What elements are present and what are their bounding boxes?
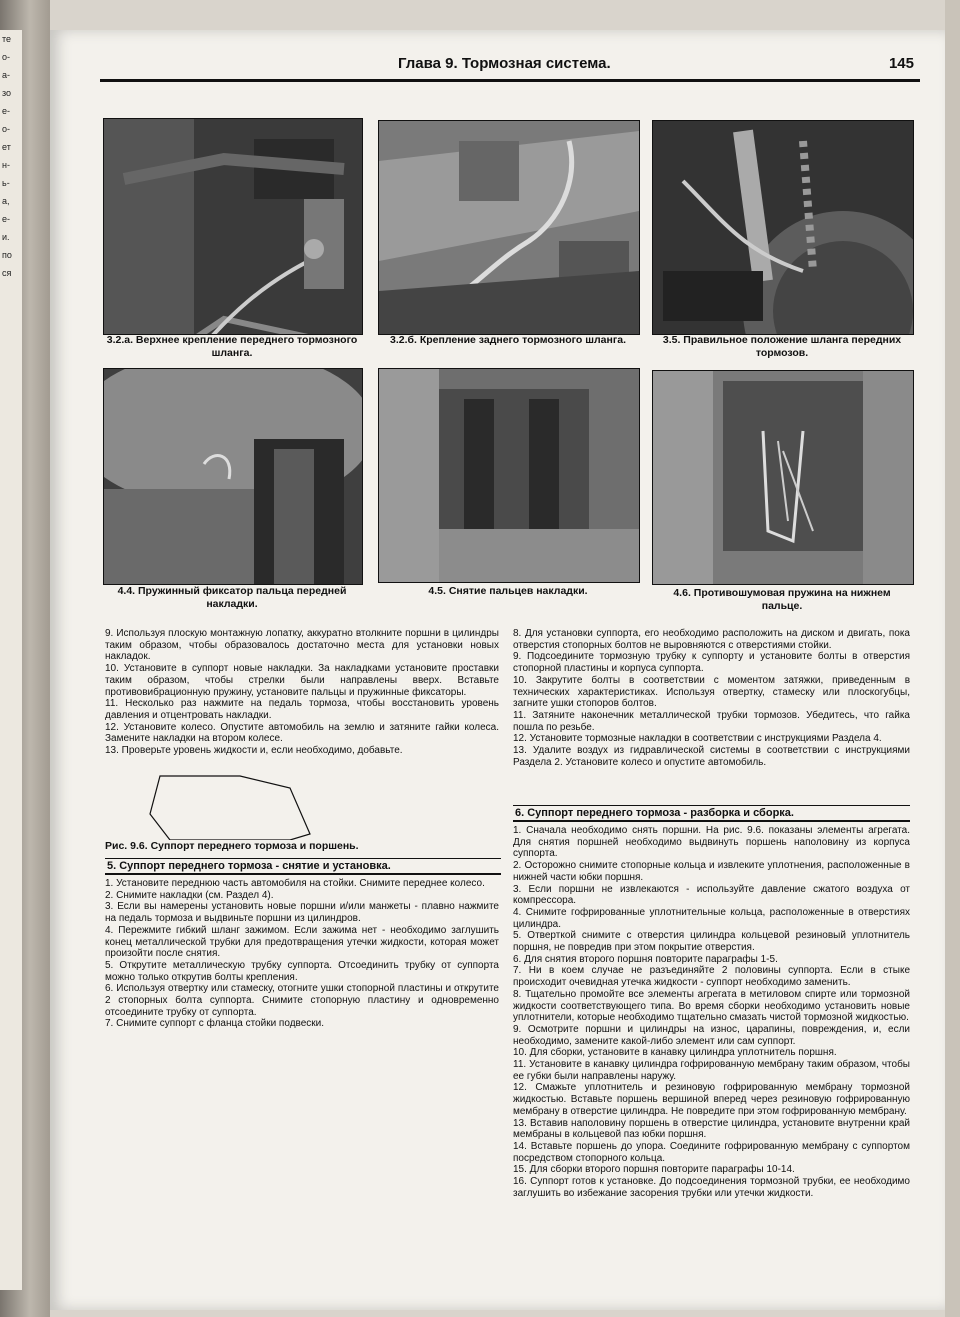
paragraph: 7. Снимите суппорт с фланца стойки подвески. bbox=[105, 1018, 325, 1030]
paragraph: 9. Подсоедините тормозную трубку к суппорту и установите болты в отверстия стопорной пластины и корпуса суппорта. bbox=[513, 651, 910, 675]
paragraph: 2. Снимите накладки (см. Раздел 4). bbox=[105, 889, 274, 901]
left-page-fragment: ся bbox=[2, 268, 12, 278]
paragraph: 8. Тщательно промойте все элементы агрегата в метиловом спирте или тормозной жидкости соответствующего типа. Во время сборки необходимо установить новые уплотнители, которые необходимо тщательно смазать чистой тормозной жидкостью. bbox=[513, 988, 910, 1024]
paragraph: 4. Снимите гофрированные уплотнительные кольца, расположенные в отверстиях цилиндра. bbox=[513, 906, 910, 930]
photo-3-2-b bbox=[378, 120, 640, 335]
caption-4-5: 4.5. Снятие пальцев накладки. bbox=[428, 585, 588, 597]
left-page-fragment: е- bbox=[2, 106, 11, 116]
caption-3-2-a: 3.2.а. Верхнее крепление переднего тормозного шланга. bbox=[106, 334, 358, 359]
page-header bbox=[100, 55, 920, 82]
paragraph: 14. Вставьте поршень до упора. Соедините гофрированную мембрану с суппортом посредством стопорного кольца. bbox=[513, 1140, 910, 1164]
photo-4-4 bbox=[103, 368, 363, 585]
caption-3-5: 3.5. Правильное положение шланга передних тормозов. bbox=[662, 334, 902, 359]
paragraph: 13. Проверьте уровень жидкости и, если необходимо, добавьте. bbox=[105, 745, 403, 757]
left-page-edge bbox=[0, 30, 22, 1290]
paragraph: 12. Установите колесо. Опустите автомобиль на землю и затяните гайки колеса. Замените накладки на втором колесе. bbox=[105, 721, 499, 745]
paragraph: 8. Для установки суппорта, его необходимо расположить на диском и двигать, пока отверстия стопорных болтов не выровняются с отверстиями стойки. bbox=[513, 628, 910, 651]
paragraph: 11. Несколько раз нажмите на педаль тормоза, чтобы восстановить уровень давления и отцентровать накладки. bbox=[105, 698, 499, 721]
paragraph: 5. Открутите металлическую трубку суппорта. Отсоединить трубку от суппорта можно только открутив болты крепления. bbox=[105, 959, 499, 983]
paragraph: 10. Установите в суппорт новые накладки. За накладками установите проставки таким образом, чтобы стрелки были направлены вверх. Вставьте противовибрационную пружину, установите пальцы и пружинные фиксаторы. bbox=[105, 663, 499, 698]
photo-4-6 bbox=[652, 370, 914, 585]
section-5-paragraphs bbox=[105, 878, 499, 1030]
left-page-fragment: зо bbox=[2, 88, 12, 98]
paragraph: 2. Осторожно снимите стопорные кольца и извлеките уплотнения, расположенные в нижней части юбки поршня. bbox=[513, 860, 910, 883]
paragraph: 11. Установите в канавку цилиндра гофрированную мембрану таким образом, чтобы ее губки были направлены наружу. bbox=[513, 1059, 910, 1082]
figure-caption: Рис. 9.6. Суппорт переднего тормоза и поршень. bbox=[105, 840, 359, 852]
photo-3-5 bbox=[652, 120, 914, 335]
paragraph: 10. Закрутите болты в соответствии с моментом затяжки, приведенным в технических характеристиках. Используя отвертку, стамеску или плоскогубцы, загните ушки стопоров болтов. bbox=[513, 674, 910, 710]
paragraph: 15. Для сборки второго поршня повторите параграфы 10-14. bbox=[513, 1164, 795, 1176]
figure-9-6-complete bbox=[128, 776, 500, 838]
section-6-paragraphs bbox=[513, 825, 910, 1200]
paragraph: 13. Вставив наполовину поршень в отверстие цилиндра, установите внутренни край мембраны в кольцевой паз юбки поршня. bbox=[513, 1117, 910, 1141]
paragraph: 3. Если поршни не извлекаются - используйте давление сжатого воздуха от компрессора. bbox=[513, 883, 910, 907]
left-page-fragment: н- bbox=[2, 160, 10, 170]
right-page-edge bbox=[945, 0, 960, 1317]
paragraph: 7. Ни в коем случае не разъединяйте 2 половины суппорта. Если в стыке происходит очевидная утечка жидкости - суппорт необходимо заменить. bbox=[513, 965, 910, 989]
page-number: 145 bbox=[888, 55, 914, 72]
paragraph: 10. Для сборки, установите в канавку цилиндра уплотнитель поршня. bbox=[513, 1047, 837, 1059]
chapter-title: Глава 9. Тормозная система. bbox=[398, 55, 611, 72]
left-page-fragment: и. bbox=[2, 232, 10, 242]
section-5-title: 5. Суппорт переднего тормоза - снятие и установка. bbox=[105, 858, 501, 875]
left-page-fragment: а, bbox=[2, 196, 10, 206]
right-column-paragraphs bbox=[513, 628, 910, 768]
left-page-fragment: по bbox=[2, 250, 12, 260]
left-page-fragment: е- bbox=[2, 214, 11, 224]
paragraph: 1. Установите переднюю часть автомобиля на стойки. Снимите переднее колесо. bbox=[105, 878, 485, 889]
paragraph: 12. Установите тормозные накладки в соответствии с инструкциями Раздела 4. bbox=[513, 733, 882, 745]
paragraph: 6. Для снятия второго поршня повторите параграфы 1-5. bbox=[513, 953, 778, 965]
left-page-fragment: ет bbox=[2, 142, 11, 152]
paragraph: 4. Пережмите гибкий шланг зажимом. Если зажима нет - необходимо заглушить конец металлической трубки для предотвращения утечки жидкости, которая может произойти после снятия. bbox=[105, 924, 499, 960]
section-6-title: 6. Суппорт переднего тормоза - разборка и сборка. bbox=[513, 805, 910, 822]
photo-3-2-a bbox=[103, 118, 363, 335]
caption-3-2-b: 3.2.б. Крепление заднего тормозного шланга. bbox=[390, 334, 626, 346]
photo-4-5 bbox=[378, 368, 640, 583]
paragraph: 9. Осмотрите поршни и цилиндры на износ, царапины, повреждения, и, если необходимо, замените какой-либо элемент или сам суппорт. bbox=[513, 1023, 910, 1047]
paragraph: 1. Сначала необходимо снять поршни. На рис. 9.6. показаны элементы агрегата. Для снятия поршней необходимо выдвинуть поршень наполовину из корпуса суппорта. bbox=[513, 825, 910, 860]
left-page-fragment: о- bbox=[2, 52, 11, 62]
left-page-fragment: а- bbox=[2, 70, 11, 80]
paragraph: 16. Суппорт готов к установке. До подсоединения тормозной трубки, ее необходимо заглушить во избежание засорения трубки или утечки жидкости. bbox=[513, 1176, 910, 1199]
paragraph: 13. Удалите воздух из гидравлической системы в соответствии с инструкциями Раздела 2. Установите колесо и опустите автомобиль. bbox=[513, 745, 910, 768]
paragraph: 3. Если вы намерены установить новые поршни и/или манжеты - плавно нажмите на педаль тормоза и выдвиньте поршни из цилиндров. bbox=[105, 901, 499, 925]
paragraph: 5. Отверткой снимите с отверстия цилиндра кольцевой резиновый уплотнитель поршня, не повредив при этом покрытие отверстия. bbox=[513, 930, 910, 954]
paragraph: 9. Используя плоскую монтажную лопатку, аккуратно втолкните поршни в цилиндры таким образом, чтобы образовалось достаточно места для установки новых накладок. bbox=[105, 628, 499, 663]
paragraph: 12. Смажьте уплотнитель и резиновую гофрированную мембрану тормозной жидкостью. Вставьте поршень вершиной вперед через резиновую гофрированную мембрану в отверстие цилиндра. Не повредите при этом гофрированную мембрану. bbox=[513, 1082, 910, 1117]
left-page-fragment: те bbox=[2, 34, 12, 44]
caption-4-6: 4.6. Противошумовая пружина на нижнем пальце. bbox=[673, 587, 891, 612]
caption-4-4: 4.4. Пружинный фиксатор пальца передней накладки. bbox=[117, 585, 347, 610]
paragraph: 11. Затяните наконечник металлической трубки тормозов. Убедитесь, что гайка пошла по резьбе. bbox=[513, 709, 910, 733]
paragraph: 6. Используя отвертку или стамеску, отогните ушки стопорной пластины и открутите 2 стопорных болта суппорта. Снимите стопорную пластину и одновременно отсоедините трубку от суппорта. bbox=[105, 983, 499, 1018]
left-column-paragraphs bbox=[105, 628, 499, 757]
left-page-fragment: о- bbox=[2, 124, 11, 134]
left-page-fragment: ь- bbox=[2, 178, 10, 188]
